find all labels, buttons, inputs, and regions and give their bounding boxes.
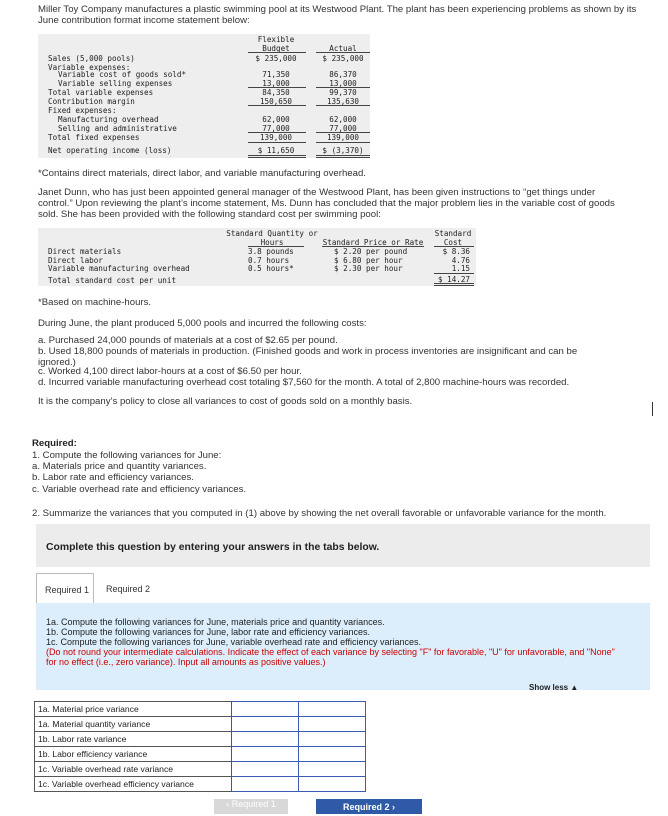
answer-row-label: 1c. Variable overhead efficiency variance [35,777,232,792]
item-c: c. Worked 4,100 direct labor-hours at a cost of $6.50 per hour. [38,366,302,377]
answer-row-label: 1c. Variable overhead rate variance [35,762,232,777]
std-total-label: Total standard cost per unit [48,276,177,285]
footnote-2: *Based on machine-hours. [38,297,152,308]
variance-effect-select[interactable] [299,702,366,717]
std-row-cost: 1.15 [451,264,470,273]
panel-q3: 1c. Compute the following variances for June, variable overhead rate and efficiency variances. [46,637,422,647]
paragraph-2: Janet Dunn, who has just been appointed general manager of the Westwood Plant, has been given instructions to “get things under control.” Upon reviewing the plant’s income statement, Ms. Dunn has concluded that the major problem lies in the variable cost of goods sold. She has been provided with the following standard cost per swimming pool: [38,187,615,220]
income-row-actual: 139,000 [326,133,359,142]
variance-amount-input[interactable] [232,732,299,747]
std-row-label: Direct materials [48,247,122,256]
show-less-link[interactable]: Show less ▲ [529,683,579,692]
variance-amount-input[interactable] [232,777,299,792]
std-row-price: $ 2.20 per pound [334,247,408,256]
income-row-label: Variable expenses: [48,63,131,72]
income-row-flexible: 77,000 [262,124,290,133]
variance-amount-input[interactable] [232,717,299,732]
variance-amount-input[interactable] [232,747,299,762]
tab-required-1[interactable] [36,573,94,604]
answer-row [35,717,366,732]
paragraph-3: During June, the plant produced 5,000 pools and incurred the following costs: [38,318,367,329]
tab-required-2[interactable] [96,573,156,603]
variance-effect-select[interactable] [299,777,366,792]
required-title: Required: [32,438,77,449]
income-row-label: Contribution margin [48,97,135,106]
variance-amount-input[interactable] [232,702,299,717]
std-total-value: $ 14.27 [437,275,470,284]
answer-row-label: 1b. Labor efficiency variance [35,747,232,762]
answer-row [35,747,366,762]
tab-required-2-label: Required 2 [106,584,151,594]
income-row-label: Total fixed expenses [48,133,140,142]
required-1a: a. Materials price and quantity variances. [32,461,207,472]
variance-effect-select[interactable] [299,732,366,747]
income-row-label: Variable cost of goods sold* [58,70,187,79]
variance-effect-select[interactable] [299,762,366,777]
income-row-flexible: 139,000 [259,133,292,142]
required-1: 1. Compute the following variances for June: [32,450,222,461]
income-row-actual: 86,370 [329,70,357,79]
income-row-flexible: 13,000 [262,79,290,88]
answer-row [35,732,366,747]
scroll-marker [652,402,653,416]
income-row-label: Manufacturing overhead [58,115,159,124]
std-row-label: Direct labor [48,256,103,265]
answer-row [35,777,366,792]
income-statement-table [38,34,370,158]
standard-cost-table [38,228,476,286]
income-row-label: Net operating income (loss) [48,146,172,155]
income-row-flexible: 84,350 [262,88,290,97]
answer-row [35,762,366,777]
header-std-qty: Standard Quantity or [226,229,318,238]
variance-amount-input[interactable] [232,762,299,777]
income-row-actual: 135,630 [326,97,359,106]
income-row-label: Total variable expenses [48,88,154,97]
footnote-1: *Contains direct materials, direct labor, and variable manufacturing overhead. [38,168,366,179]
instruction-box [36,524,650,567]
instruction-text: Complete this question by entering your answers in the tabs below. [46,542,380,553]
item-d: d. Incurred variable manufacturing overhead cost totaling $7,560 for the month. A total of 2,800 machine-hours was recorded. [38,377,570,388]
answer-row-label: 1b. Labor rate variance [35,732,232,747]
panel-q2: 1b. Compute the following variances for June, labor rate and efficiency variances. [46,627,371,637]
answer-row-label: 1a. Material price variance [35,702,232,717]
income-row-actual: 13,000 [329,79,357,88]
tab-required-1-label: Required 1 [45,585,90,595]
panel-note: (Do not round your intermediate calculations. Indicate the effect of each variance by selecting "F" for favorable, "U" for unfavorable, and "None" for no effect (i.e., zero variance). Input all amounts as positive values.) [46,647,615,667]
income-row-actual: 62,000 [329,115,357,124]
income-row-label: Sales (5,000 pools) [48,54,135,63]
std-row-price: $ 2.30 per hour [334,264,403,273]
income-row-actual: 77,000 [329,124,357,133]
header-budget: Budget [262,44,290,53]
std-row-label: Variable manufacturing overhead [48,264,190,273]
std-row-qty: 0.5 hours* [248,264,294,273]
income-row-flexible: $ 235,000 [255,54,297,63]
std-row-qty: 0.7 hours [248,256,290,265]
required-1b: b. Labor rate and efficiency variances. [32,472,194,483]
income-row-flexible: 150,650 [259,97,292,106]
income-row-flexible: 62,000 [262,115,290,124]
std-row-cost: 4.76 [451,256,470,265]
header-flexible: Flexible [257,35,295,44]
header-cost: Cost [443,238,463,247]
income-row-actual: 99,370 [329,88,357,97]
answer-table [34,701,366,792]
income-row-label: Selling and administrative [58,124,177,133]
header-standard: Standard [434,229,472,238]
required-2: 2. Summarize the variances that you computed in (1) above by showing the net overall favorable or unfavorable variance for the month. [32,508,607,519]
header-std-price: Standard Price or Rate [322,238,424,247]
item-a: a. Purchased 24,000 pounds of materials at a cost of $2.65 per pound. [38,335,338,346]
income-row-flexible: 71,350 [262,70,290,79]
item-b: b. Used 18,800 pounds of materials in production. (Finished goods and work in process inventories are insignificant and can be ignored.) [38,346,578,368]
answer-row-label: 1a. Material quantity variance [35,717,232,732]
question-panel [36,603,650,690]
answer-row [35,702,366,717]
std-row-price: $ 6.80 per hour [334,256,403,265]
header-actual: Actual [329,44,357,53]
variance-effect-select[interactable] [299,747,366,762]
income-row-label: Fixed expenses: [48,106,117,115]
header-hours: Hours [260,238,284,247]
income-row-flexible: $ 11,650 [257,146,295,155]
variance-effect-select[interactable] [299,717,366,732]
policy-text: It is the company’s policy to close all variances to cost of goods sold on a monthly basis. [38,396,413,407]
income-row-label: Variable selling expenses [58,79,173,88]
std-row-cost: $ 8.36 [442,247,470,256]
income-row-actual: $ 235,000 [322,54,364,63]
std-row-qty: 3.8 pounds [248,247,294,256]
next-button[interactable]: Required 2 › [316,799,422,814]
prev-button[interactable]: ‹ Required 1 [214,799,288,814]
intro-text: Miller Toy Company manufactures a plastic swimming pool at its Westwood Plant. The plant has been experiencing problems as shown by its June contribution format income statement below: [38,4,637,26]
panel-q1: 1a. Compute the following variances for June, materials price and quantity variances. [46,617,385,627]
income-row-actual: $ (3,370) [322,146,364,155]
required-1c: c. Variable overhead rate and efficiency variances. [32,484,247,495]
